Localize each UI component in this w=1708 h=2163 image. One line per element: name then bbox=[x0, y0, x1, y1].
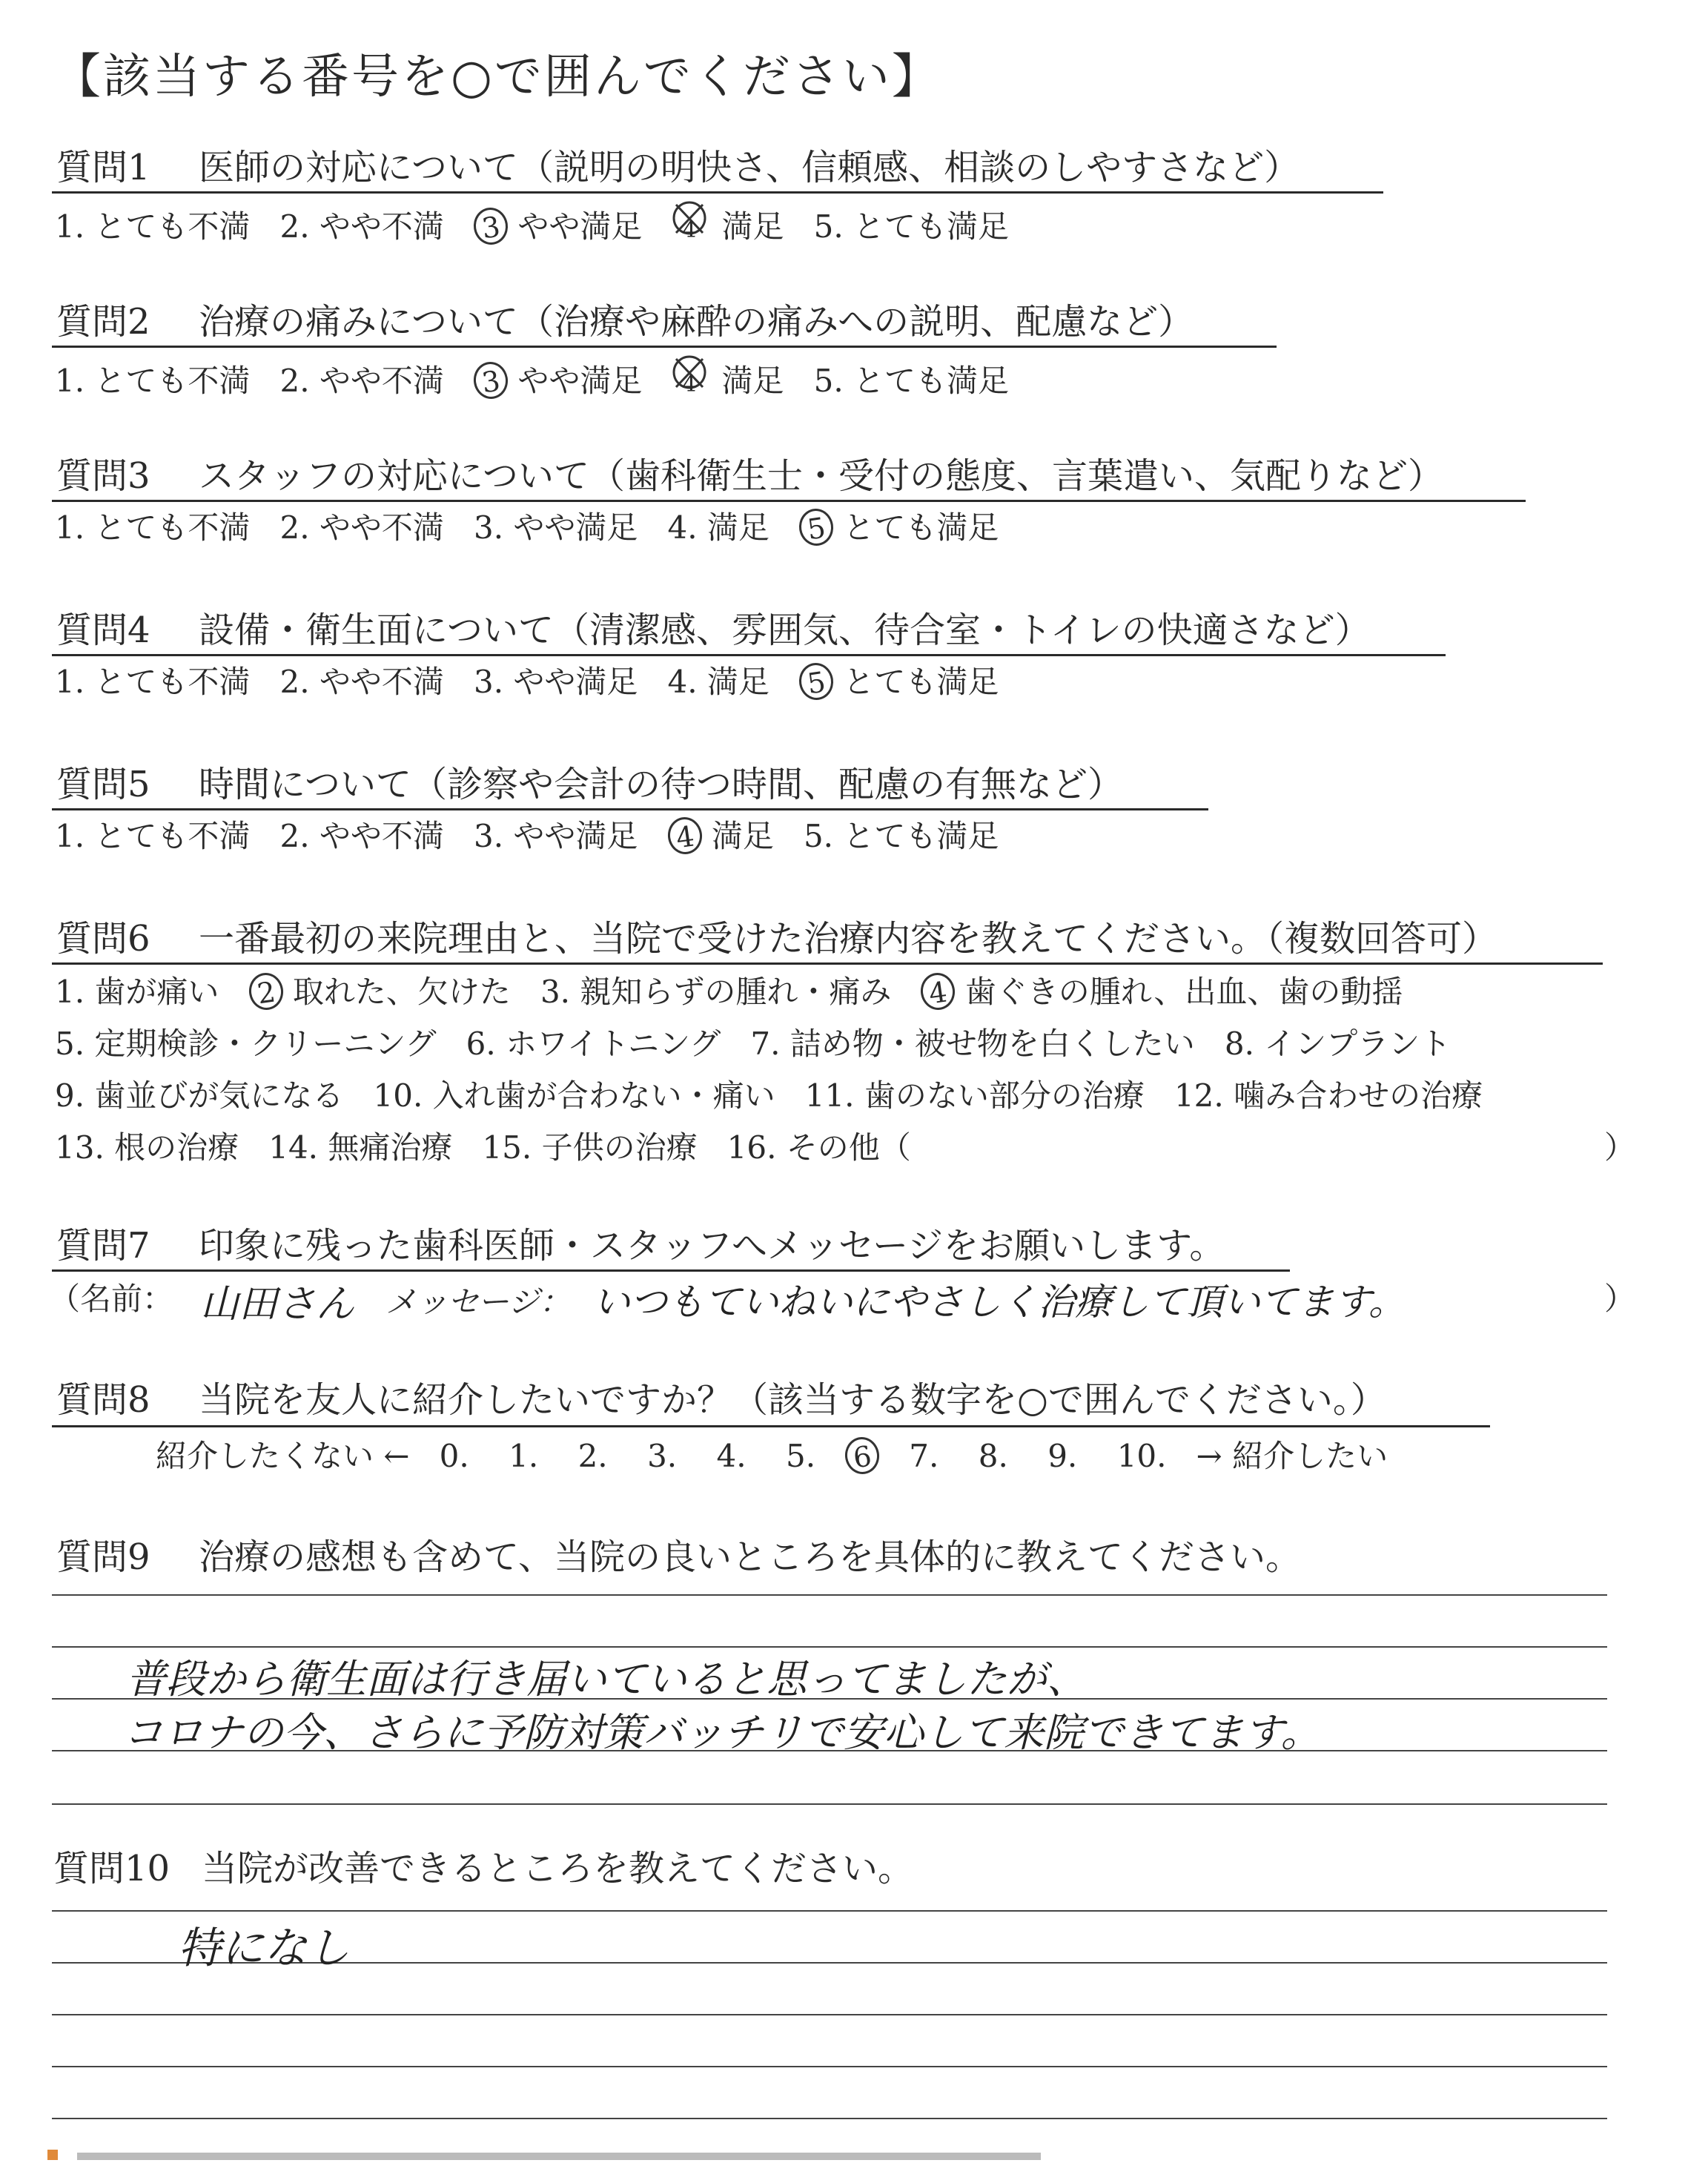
option-5-label: とても満足 bbox=[843, 664, 999, 700]
reason-16[interactable]: 16. その他（ bbox=[726, 1129, 911, 1166]
option-3-label: やや満足 bbox=[517, 208, 643, 245]
reason-7[interactable]: 7. 詰め物・被せ物を白くしたい bbox=[750, 1026, 1195, 1062]
question-2-options bbox=[55, 353, 1009, 406]
question-number: 質問3 bbox=[56, 455, 150, 497]
answer-line bbox=[52, 2066, 1607, 2067]
reason-5[interactable]: 5. 定期検診・クリーニング bbox=[55, 1026, 437, 1062]
question-text: 治療の感想も含めて、当院の良いところを具体的に教えてください。 bbox=[199, 1536, 1302, 1578]
question-underline bbox=[52, 962, 1603, 965]
reason-10[interactable]: 10. 入れ歯が合わない・痛い bbox=[373, 1077, 775, 1114]
reason-4-label: 歯ぐきの腫れ、出血、歯の動揺 bbox=[964, 974, 1403, 1010]
handwritten-answer-line-2[interactable]: コロナの今、さらに予防対策バッチリで安心して来院できてます。 bbox=[123, 1709, 1321, 1756]
selected-circle[interactable]: 4 bbox=[918, 971, 958, 1012]
answer-line bbox=[52, 2118, 1607, 2119]
question-4-options bbox=[55, 661, 999, 703]
question-text: 一番最初の来院理由と、当院で受けた治療内容を教えてください。（複数回答可） bbox=[199, 918, 1498, 960]
option-1[interactable]: 1. とても不満 bbox=[55, 509, 251, 546]
option-2[interactable]: 2. やや不満 bbox=[279, 208, 444, 245]
question-number: 質問10 bbox=[53, 1848, 171, 1889]
question-6-row-1 bbox=[55, 971, 1403, 1013]
question-underline bbox=[52, 654, 1446, 656]
reason-8[interactable]: 8. インプラント bbox=[1224, 1026, 1452, 1062]
scale-2[interactable]: 2. bbox=[577, 1438, 608, 1474]
question-6-row-3 bbox=[55, 1075, 1483, 1117]
scale-8[interactable]: 8. bbox=[978, 1438, 1008, 1474]
question-6-row-2 bbox=[55, 1023, 1451, 1065]
question-text: 設備・衛生面について（清潔感、雰囲気、待合室・トイレの快適さなど） bbox=[199, 610, 1371, 651]
option-2[interactable]: 2. やや不満 bbox=[279, 664, 444, 700]
question-3-heading bbox=[56, 454, 1443, 498]
question-text: スタッフの対応について（歯科衛生士・受付の態度、言葉遣い、気配りなど） bbox=[199, 455, 1444, 497]
answer-line bbox=[52, 1803, 1607, 1805]
selected-circle[interactable]: 5 bbox=[797, 506, 836, 548]
selected-circle[interactable]: 4 bbox=[665, 815, 704, 856]
question-text: 印象に残った歯科医師・スタッフへメッセージをお願いします。 bbox=[199, 1225, 1225, 1267]
question-text: 当院が改善できるところを教えてください。 bbox=[202, 1848, 914, 1889]
scale-left-label: 紹介したくない ← bbox=[156, 1438, 410, 1474]
question-3-options bbox=[55, 507, 999, 549]
question-6-heading bbox=[56, 917, 1497, 961]
question-underline bbox=[52, 1425, 1490, 1427]
option-2[interactable]: 2. やや不満 bbox=[279, 363, 444, 399]
scale-9[interactable]: 9. bbox=[1047, 1438, 1078, 1474]
scale-right-label: → 紹介したい bbox=[1196, 1438, 1388, 1474]
close-paren: ） bbox=[1604, 1281, 1636, 1317]
reason-3[interactable]: 3. 親知らずの腫れ・痛み bbox=[540, 974, 892, 1010]
close-paren: ） bbox=[1604, 1129, 1636, 1166]
option-4-number: 4 bbox=[682, 217, 697, 243]
reason-15[interactable]: 15. 子供の治療 bbox=[482, 1129, 698, 1166]
question-number: 質問7 bbox=[56, 1225, 150, 1267]
scale-1[interactable]: 1. bbox=[509, 1438, 539, 1474]
question-10-heading bbox=[53, 1846, 913, 1891]
scale-4[interactable]: 4. bbox=[716, 1438, 747, 1474]
reason-13[interactable]: 13. 根の治療 bbox=[55, 1129, 239, 1166]
question-number: 質問1 bbox=[56, 147, 150, 188]
option-1[interactable]: 1. とても不満 bbox=[55, 818, 251, 854]
cut-off-footer-text bbox=[47, 2145, 1085, 2160]
option-5-label: とても満足 bbox=[843, 509, 999, 546]
option-4-label: 満足 bbox=[711, 818, 774, 854]
recommend-scale bbox=[156, 1436, 1388, 1477]
handwritten-answer-line-1[interactable]: 普段から衛生面は行き届いていると思ってましたが、 bbox=[126, 1656, 1087, 1703]
question-number: 質問5 bbox=[56, 764, 150, 805]
reason-2-label: 取れた、欠けた bbox=[292, 974, 511, 1010]
page-title: 【該当する番号を○で囲んでください】 bbox=[53, 50, 941, 105]
question-6-row-4 bbox=[55, 1127, 911, 1169]
option-4-number: 4 bbox=[682, 371, 697, 397]
question-text: 医師の対応について（説明の明快さ、信頼感、相談のしやすさなど） bbox=[199, 147, 1300, 188]
handwritten-answer[interactable]: 特になし bbox=[178, 1923, 351, 1973]
option-1[interactable]: 1. とても不満 bbox=[55, 363, 251, 399]
question-4-heading bbox=[56, 608, 1371, 653]
selected-circle[interactable]: 5 bbox=[797, 661, 836, 702]
answer-line bbox=[52, 1594, 1607, 1596]
option-3[interactable]: 3. やや満足 bbox=[474, 818, 638, 854]
option-2[interactable]: 2. やや不満 bbox=[279, 509, 444, 546]
option-1[interactable]: 1. とても不満 bbox=[55, 664, 251, 700]
question-text: 治療の痛みについて（治療や麻酔の痛みへの説明、配慮など） bbox=[199, 301, 1194, 343]
question-1-heading bbox=[56, 145, 1300, 190]
option-3-label: やや満足 bbox=[517, 363, 643, 399]
scale-7[interactable]: 7. bbox=[909, 1438, 939, 1474]
reason-6[interactable]: 6. ホワイトニング bbox=[466, 1026, 721, 1062]
option-2[interactable]: 2. やや不満 bbox=[279, 818, 444, 854]
option-5[interactable]: 5. とても満足 bbox=[813, 363, 1010, 399]
option-5[interactable]: 5. とても満足 bbox=[803, 818, 999, 854]
question-number: 質問8 bbox=[56, 1379, 150, 1421]
question-underline bbox=[52, 500, 1526, 502]
selected-circle[interactable]: 2 bbox=[246, 971, 285, 1012]
question-number: 質問4 bbox=[56, 610, 150, 651]
question-9-heading bbox=[56, 1535, 1301, 1579]
question-7-heading bbox=[56, 1224, 1225, 1268]
question-2-heading bbox=[56, 300, 1194, 344]
selected-circle[interactable]: 6 bbox=[843, 1435, 882, 1476]
option-1[interactable]: 1. とても不満 bbox=[55, 208, 251, 245]
answer-line bbox=[52, 1910, 1607, 1912]
question-number: 質問2 bbox=[56, 301, 150, 343]
question-underline bbox=[52, 808, 1208, 810]
reason-9[interactable]: 9. 歯並びが気になる bbox=[55, 1077, 344, 1114]
option-5[interactable]: 5. とても満足 bbox=[813, 208, 1010, 245]
reason-14[interactable]: 14. 無痛治療 bbox=[268, 1129, 453, 1166]
reason-1[interactable]: 1. 歯が痛い bbox=[55, 974, 219, 1010]
option-3[interactable]: 3. やや満足 bbox=[474, 664, 638, 700]
question-underline bbox=[52, 191, 1383, 194]
question-number: 質問6 bbox=[56, 918, 150, 960]
question-1-options bbox=[55, 199, 1009, 251]
handwritten-name[interactable]: 山田さん bbox=[200, 1282, 355, 1327]
handwritten-message[interactable]: いつもていねいにやさしく治療して頂いてます。 bbox=[593, 1281, 1406, 1324]
reason-12[interactable]: 12. 噛み合わせの治療 bbox=[1174, 1077, 1483, 1114]
question-underline bbox=[52, 346, 1277, 348]
question-text: 当院を友人に紹介したいですか？（該当する数字を○で囲んでください。） bbox=[199, 1379, 1386, 1421]
question-5-options bbox=[55, 816, 999, 857]
question-5-heading bbox=[56, 762, 1123, 807]
option-4[interactable]: 4. 満足 bbox=[667, 664, 769, 700]
scale-10[interactable]: 10. bbox=[1116, 1438, 1167, 1474]
option-4[interactable]: 4. 満足 bbox=[667, 509, 769, 546]
option-4-label: 満足 bbox=[721, 208, 784, 245]
selected-circle[interactable]: 3 bbox=[471, 360, 511, 401]
scale-0[interactable]: 0. bbox=[439, 1438, 469, 1474]
option-3[interactable]: 3. やや満足 bbox=[474, 509, 638, 546]
reason-11[interactable]: 11. 歯のない部分の治療 bbox=[804, 1077, 1145, 1114]
scale-5[interactable]: 5. bbox=[786, 1438, 816, 1474]
message-label: メッセージ： bbox=[385, 1284, 571, 1320]
selected-circle[interactable]: 3 bbox=[471, 205, 511, 247]
question-number: 質問9 bbox=[56, 1536, 150, 1578]
scale-3[interactable]: 3. bbox=[647, 1438, 678, 1474]
answer-line bbox=[52, 2014, 1607, 2015]
question-underline bbox=[52, 1269, 1290, 1272]
question-8-heading bbox=[56, 1378, 1386, 1422]
question-text: 時間について（診察や会計の待つ時間、配慮の有無など） bbox=[199, 764, 1124, 805]
option-4-label: 満足 bbox=[721, 363, 784, 399]
name-label: （名前： bbox=[49, 1281, 174, 1317]
